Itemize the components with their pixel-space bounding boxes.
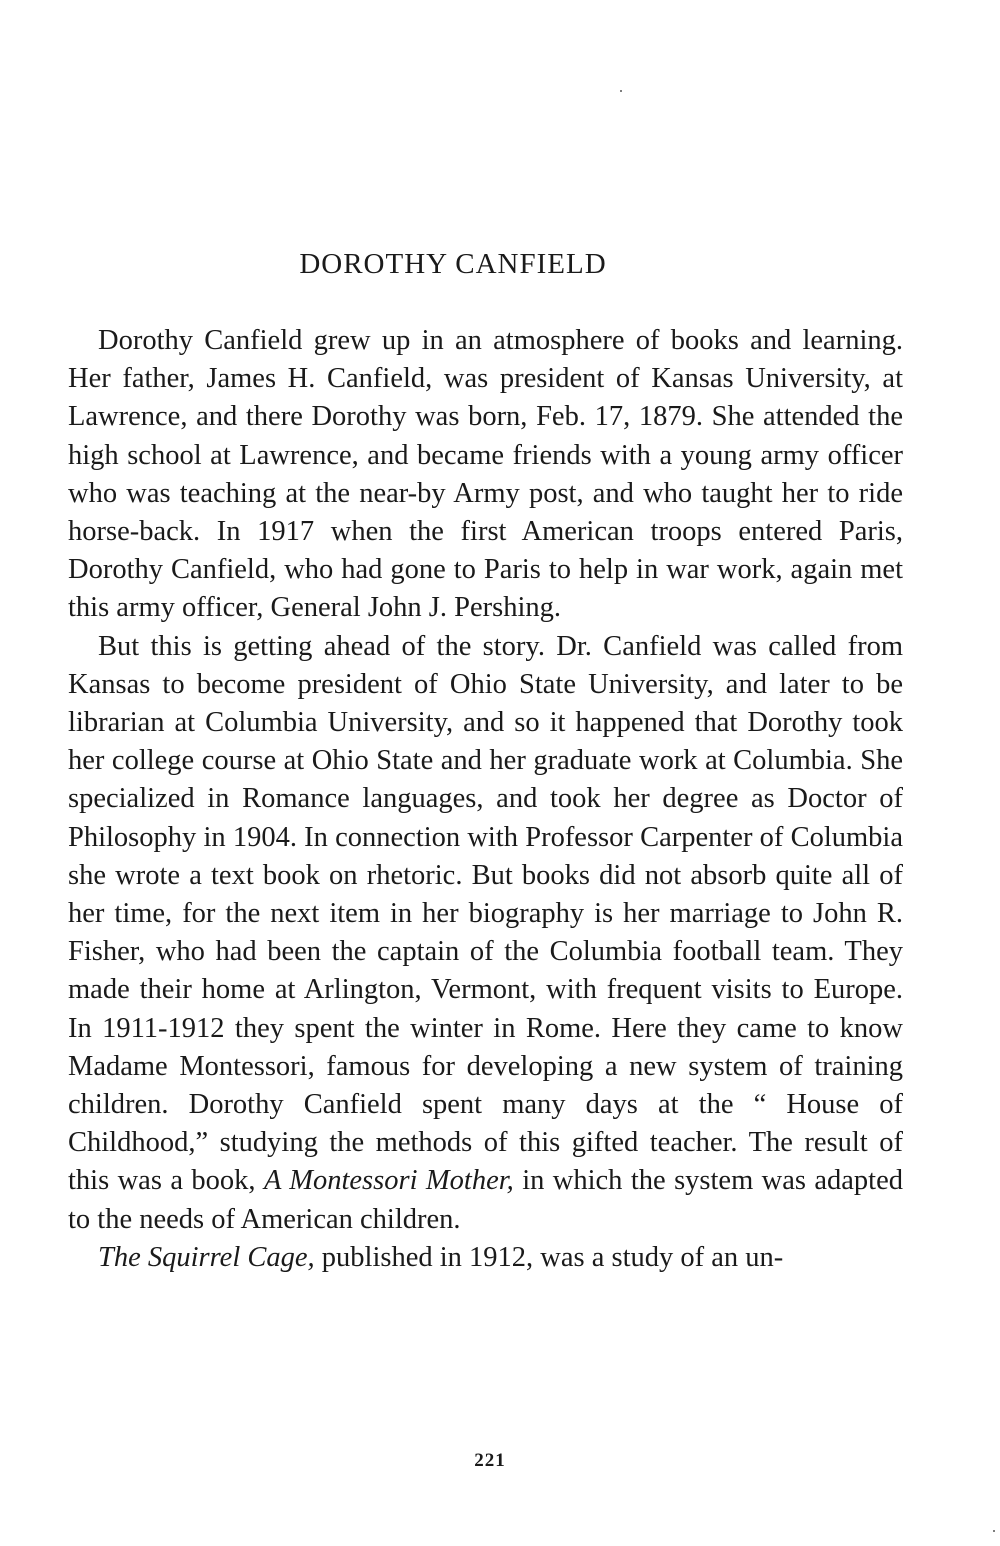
paragraph [68, 1239, 903, 1277]
paragraph-text: in which the system was adapted to the needs of American children. [68, 1165, 904, 1235]
chapter-title: DOROTHY CANFIELD [299, 248, 607, 280]
print-speck [620, 90, 622, 92]
body-text [68, 322, 903, 1277]
print-speck [993, 1530, 995, 1532]
book-title-italic: A Montessori Mother, [263, 1165, 514, 1197]
paragraph [68, 322, 903, 628]
paragraph-text: But this is getting ahead of the story. Dr. Canfield was called from Kansas to become president of Ohio State University, and later to be librarian at Columbia University, and so it happened that Dorothy took her college course at Ohio State and her graduate work at Columbia. She specialized in Romance languages, and took her degree as Doctor of Philosophy in 1904. In connection with Professor Carpenter of Columbia she wrote a text book on rhetoric. But books did not absorb quite all of her time, for the next item in her biography is her marriage to John R. Fisher, who had been the captain of the Columbia football team. They made their home at Arlington, Vermont, with frequent visits to Europe. In 1911-1912 they spent the winter in Rome. Here they came to know Madame Montessori, famous for developing a new system of training children. Dorothy Canfield spent many days at the “ House of Childhood,” studying the methods of this gifted teacher. The result of this was a book, [68, 630, 903, 1197]
page-number: 221 [474, 1450, 506, 1471]
paragraph-text: published in 1912, was a study of an un- [314, 1241, 784, 1273]
paragraph [68, 628, 903, 1239]
book-title-italic: The Squirrel Cage, [98, 1241, 315, 1273]
paragraph-text: Dorothy Canfield grew up in an atmosphere of books and learning. Her father, James H. Canfield, was president of Kansas University, at Lawrence, and there Dorothy was born, Feb. 17, 1879. She attended the high school at Lawrence, and became friends with a young army officer who was teaching at the near-by Army post, and who taught her to ride horse-back. In 1917 when the first American troops entered Paris, Dorothy Canfield, who had gone to Paris to help in war work, again met this army officer, General John J. Pershing. [68, 325, 903, 624]
